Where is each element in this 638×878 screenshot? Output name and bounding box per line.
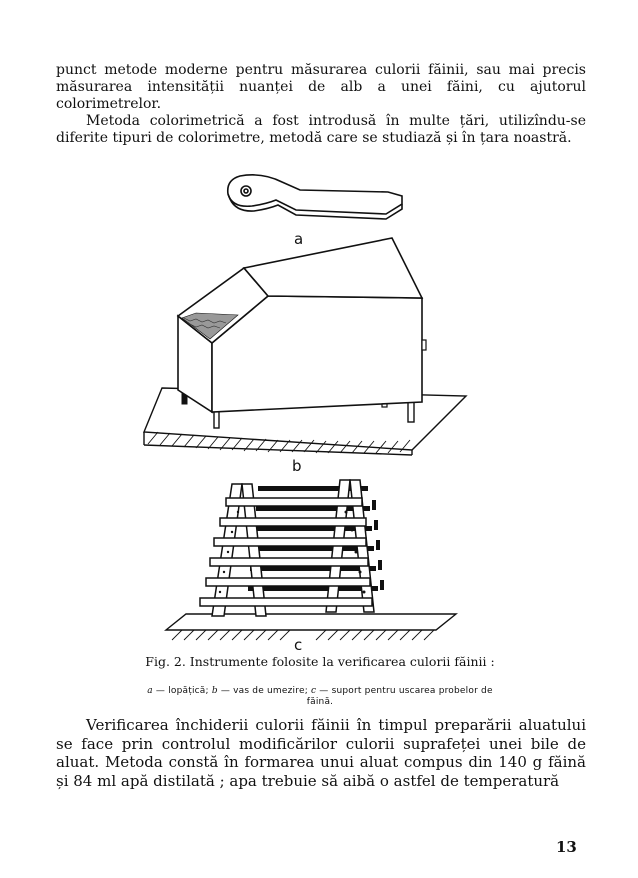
legend-key-c: c — [311, 686, 317, 696]
figure-label-b: b — [292, 457, 302, 475]
figure-caption-legend — [140, 686, 500, 708]
legend-key-a: a — [147, 686, 153, 696]
figure-label-a: a — [294, 230, 304, 248]
legend-key-b: b — [211, 686, 218, 696]
page-number: 13 — [556, 838, 577, 856]
legend-text-a: — lopățică; — [152, 686, 212, 696]
drying-rack-drawing — [166, 480, 456, 640]
paragraph-colorimeters: punct metode moderne pentru măsurarea culorii făinii, sau mai precis măsurarea intensității nuanței de alb a unei făini, cu ajutorul colorimetrelor. — [56, 62, 586, 112]
legend-text-b: — vas de umezire; — [217, 686, 311, 696]
moistening-vessel-drawing — [144, 238, 466, 455]
figure-label-c: c — [294, 636, 303, 654]
spatula-drawing — [228, 175, 402, 219]
paragraph-colorimetric-method: Metoda colorimetrică a fost introdusă în multe țări, utilizîndu-se diferite tipuri de colorimetre, metodă care se studiază și în țara noastră. — [56, 113, 586, 146]
figure-caption-title: Fig. 2. Instrumente folosite la verificarea culorii făinii : — [145, 654, 495, 669]
paragraph-dough-color-check: Verificarea închiderii culorii făinii în timpul preparării aluatului se face prin controlul modificărilor culorii suprafeței unei bile de aluat. Metoda constă în formarea unui aluat compus din 140 g făină și 84 ml apă distilată ; apa trebuie să aibă o astfel de temperatură — [56, 716, 586, 790]
legend-text-c: — suport pentru uscarea probelor de făină. — [306, 686, 493, 707]
